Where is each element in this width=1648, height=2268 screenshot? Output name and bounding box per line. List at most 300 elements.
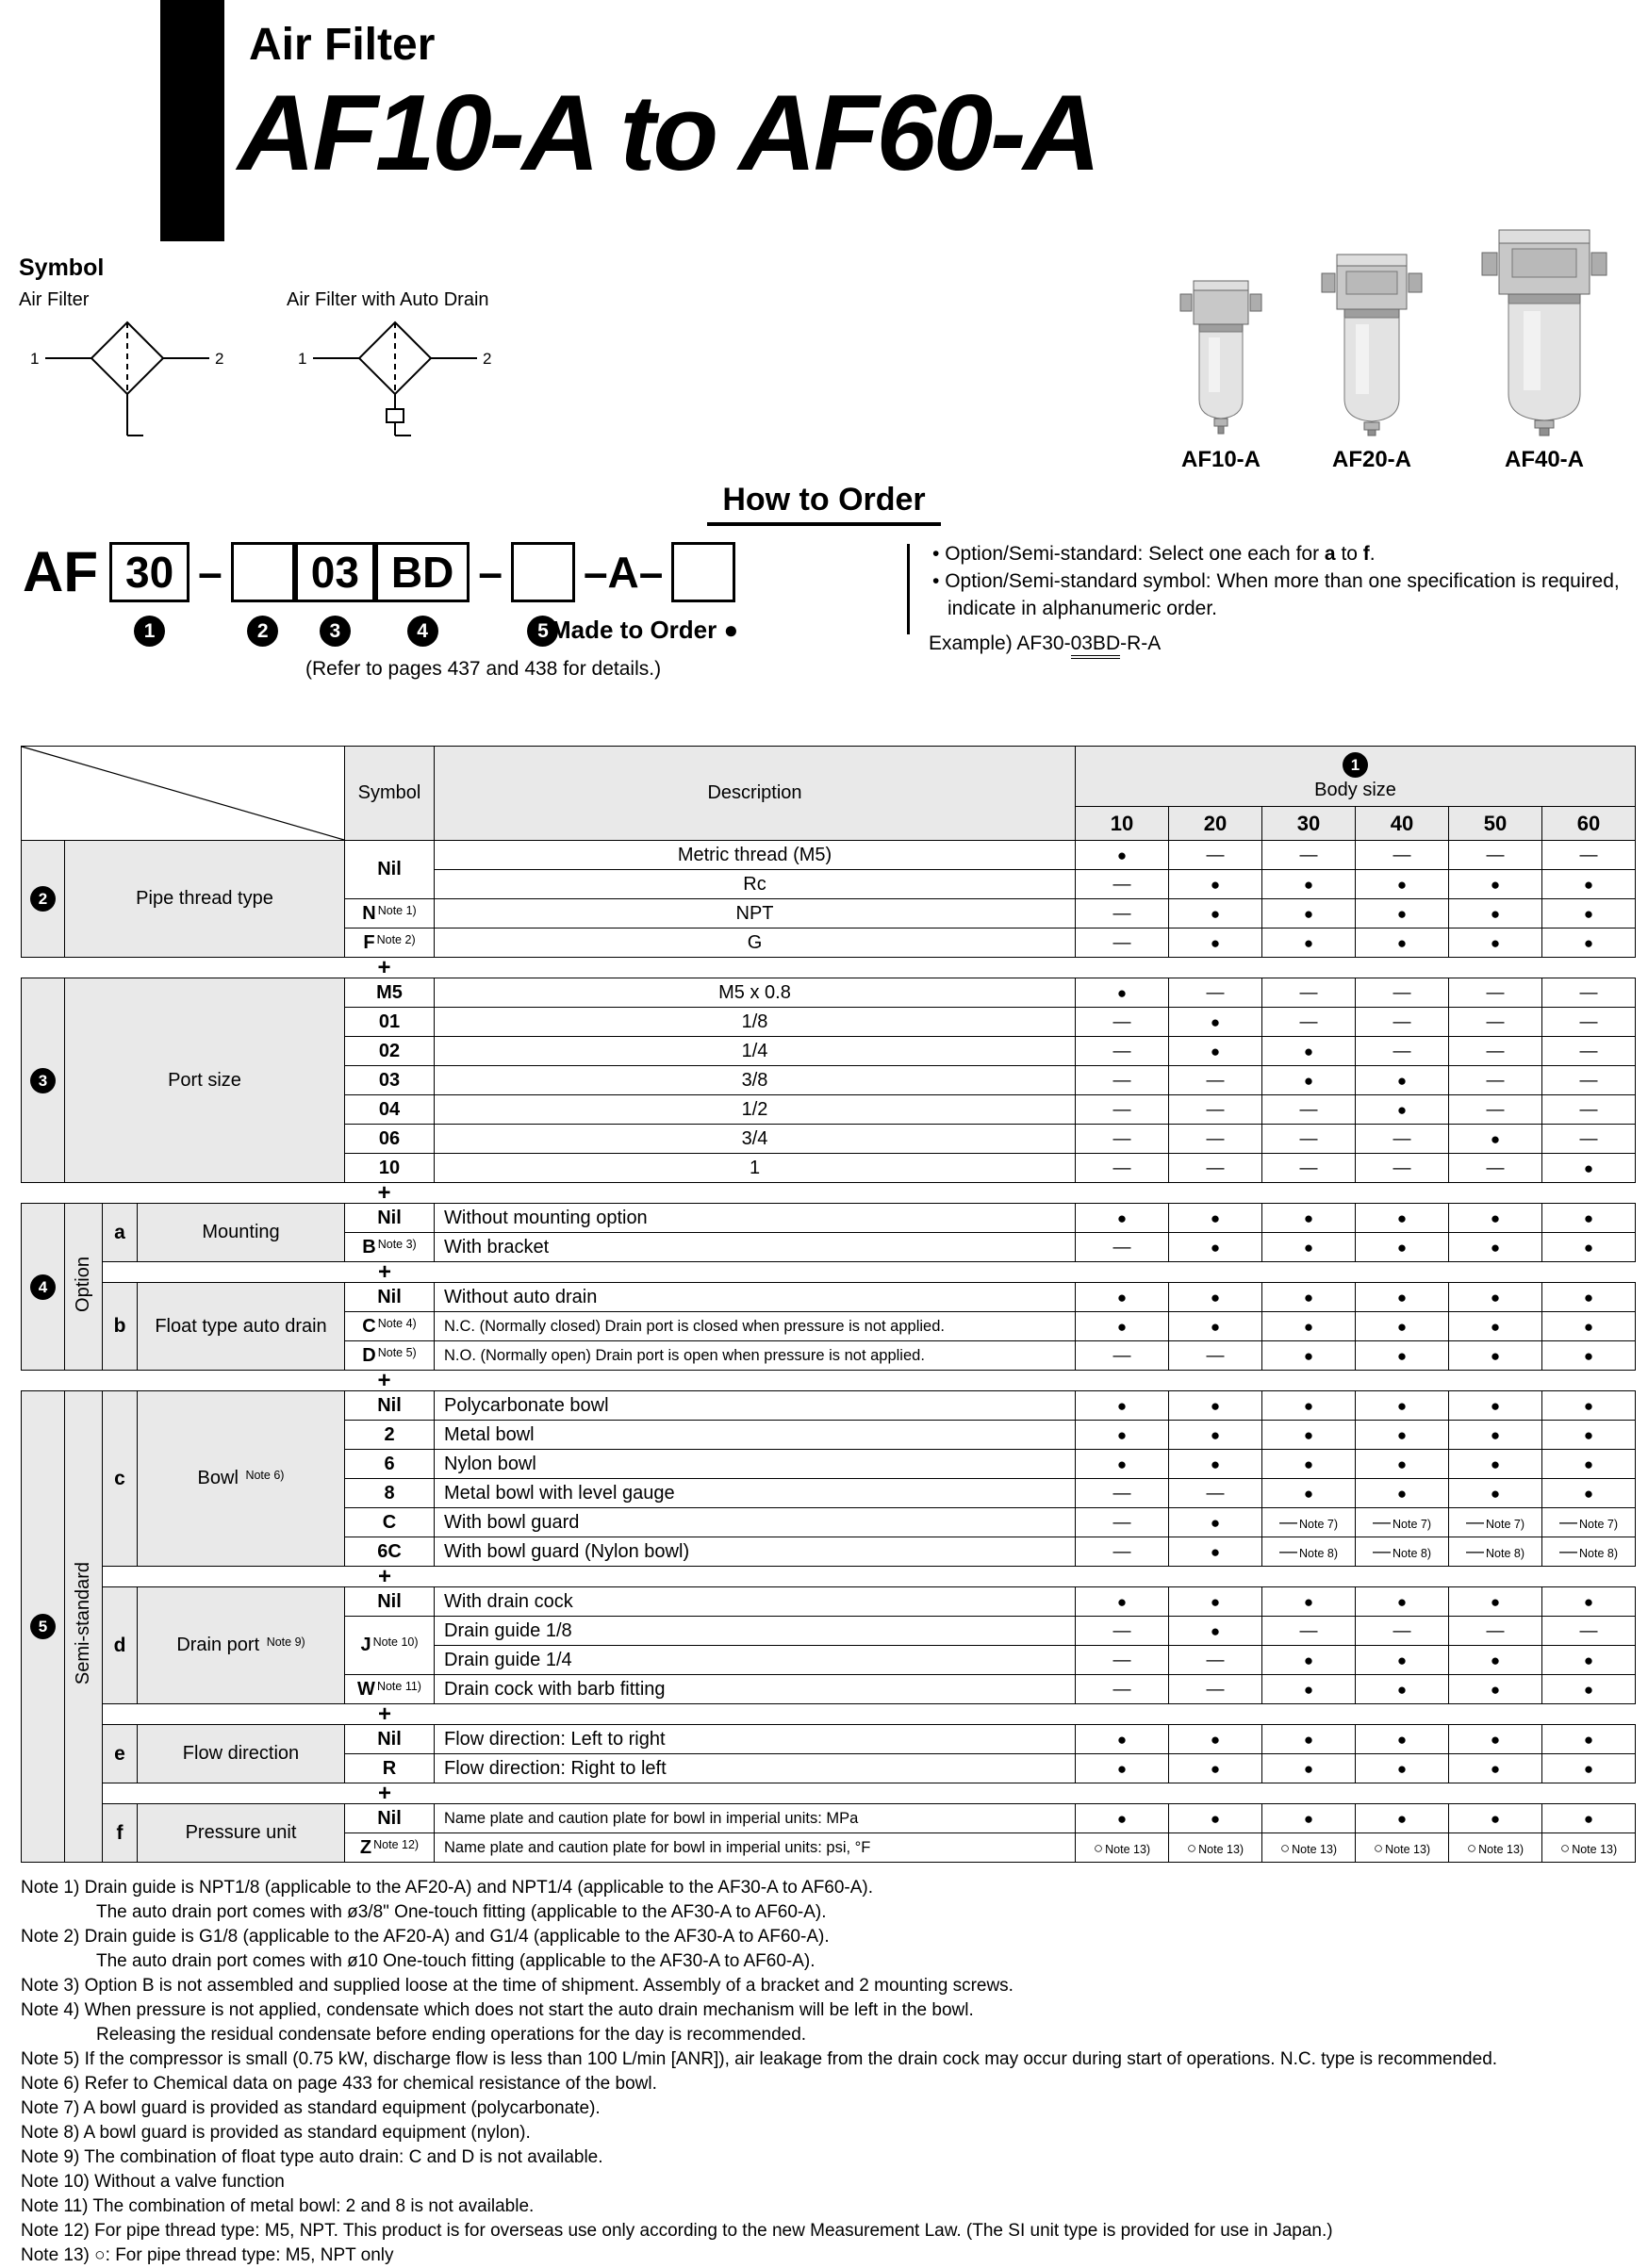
- af10-product-image: [1180, 275, 1261, 436]
- description-cell: 1: [435, 1154, 1076, 1183]
- availability-body-10: —: [1076, 899, 1169, 929]
- availability-body-30: ●: [1262, 1450, 1356, 1479]
- availability-body-50: ●: [1449, 1391, 1542, 1421]
- series-label: Air Filter: [249, 20, 436, 70]
- description-cell: Without mounting option: [435, 1204, 1076, 1233]
- symbol-cell: 10: [345, 1154, 435, 1183]
- subsection-label: Bowl $^{Note 6)}$: [138, 1391, 345, 1567]
- description-cell: Name plate and caution plate for bowl in imperial units: MPa: [435, 1804, 1076, 1833]
- availability-body-60: ●: [1542, 929, 1636, 958]
- symbol-cell: 2: [345, 1421, 435, 1450]
- order-table: [21, 746, 1636, 1863]
- availability-body-30: ●: [1262, 1675, 1356, 1704]
- subsection-label: Mounting: [138, 1204, 345, 1262]
- availability-body-50: ●: [1449, 1450, 1542, 1479]
- footnotes: [21, 1876, 1637, 2268]
- availability-body-50: ●: [1449, 1125, 1542, 1154]
- how-to-order-heading-row: [0, 476, 1648, 531]
- availability-body-30: ●: [1262, 899, 1356, 929]
- availability-body-30: ●: [1262, 1421, 1356, 1450]
- header-accent-bar: [160, 0, 224, 241]
- description-cell: N.O. (Normally open) Drain port is open when pressure is not applied.: [435, 1341, 1076, 1371]
- subsection-letter-d: d: [103, 1587, 138, 1704]
- availability-body-60: ●: [1542, 899, 1636, 929]
- availability-body-60: ●: [1542, 1233, 1636, 1262]
- description-cell: NPT: [435, 899, 1076, 929]
- symbol-cell: D $^{Note 5)}$: [345, 1341, 435, 1371]
- step-marker-1: 1: [134, 616, 165, 647]
- availability-body-40: ●: [1356, 1725, 1449, 1754]
- availability-body-20: ●: [1169, 1617, 1262, 1646]
- col-header-description: Description: [435, 747, 1076, 841]
- availability-body-60: ●: [1542, 1283, 1636, 1312]
- availability-body-40: ●: [1356, 1804, 1449, 1833]
- availability-body-60: ●: [1542, 1587, 1636, 1617]
- availability-body-30: ●: [1262, 1391, 1356, 1421]
- availability-body-40: ●: [1356, 1204, 1449, 1233]
- availability-body-20: ●: [1169, 1421, 1262, 1450]
- availability-body-30: ●: [1262, 1587, 1356, 1617]
- availability-body-30: — Note 7): [1262, 1508, 1356, 1537]
- availability-body-20: —: [1169, 1154, 1262, 1183]
- symbol-cell: Nil: [345, 1725, 435, 1754]
- availability-body-10: —: [1076, 1037, 1169, 1066]
- availability-body-30: ●: [1262, 1804, 1356, 1833]
- svg-text:2: 2: [483, 350, 492, 368]
- availability-body-60: — Note 8): [1542, 1537, 1636, 1567]
- availability-body-30: ●: [1262, 1204, 1356, 1233]
- availability-body-30: ●: [1262, 929, 1356, 958]
- availability-body-40: —: [1356, 841, 1449, 870]
- availability-body-20: ●: [1169, 929, 1262, 958]
- order-note-1: • Option/Semi-standard: Select one each for a to f.: [929, 540, 1636, 567]
- availability-body-20: —: [1169, 1675, 1262, 1704]
- symbol-cell: F $^{Note 2)}$: [345, 929, 435, 958]
- corner-cell: [22, 747, 345, 841]
- availability-body-60: ●: [1542, 1391, 1636, 1421]
- air-filter-auto-drain-symbol-label: Air Filter with Auto Drain: [287, 289, 489, 310]
- description-cell: 1/4: [435, 1037, 1076, 1066]
- subsection-letter-e: e: [103, 1725, 138, 1783]
- af40-product-image: [1482, 224, 1607, 436]
- availability-body-10: ●: [1076, 1450, 1169, 1479]
- symbol-cell: 03: [345, 1066, 435, 1095]
- subsection-label: Flow direction: [138, 1725, 345, 1783]
- product-name: AF10-A: [1180, 447, 1261, 472]
- availability-body-60: —: [1542, 1125, 1636, 1154]
- availability-body-50: —: [1449, 1617, 1542, 1646]
- plus-separator: +: [22, 1262, 1636, 1283]
- step-marker-5: 5: [527, 616, 558, 647]
- plus-separator: +: [22, 1567, 1636, 1587]
- availability-body-60: ●: [1542, 1312, 1636, 1341]
- availability-body-50: ●: [1449, 1804, 1542, 1833]
- plus-separator: +: [22, 1371, 1636, 1391]
- availability-body-10: ●: [1076, 841, 1169, 870]
- description-cell: Nylon bowl: [435, 1450, 1076, 1479]
- availability-body-60: —: [1542, 1095, 1636, 1125]
- availability-body-40: —: [1356, 1037, 1449, 1066]
- availability-body-10: —: [1076, 1675, 1169, 1704]
- subsection-letter-c: c: [103, 1391, 138, 1567]
- availability-body-50: ○ Note 13): [1449, 1833, 1542, 1863]
- availability-body-40: ●: [1356, 1095, 1449, 1125]
- description-cell: With bowl guard: [435, 1508, 1076, 1537]
- availability-body-50: — Note 8): [1449, 1537, 1542, 1567]
- availability-body-40: ○ Note 13): [1356, 1833, 1449, 1863]
- order-note-2: • Option/Semi-standard symbol: When more than one specification is required, indicate in alphanumeric order.: [929, 567, 1636, 622]
- air-filter-auto-drain-symbol: [287, 289, 503, 461]
- table-row: [22, 1283, 1636, 1312]
- availability-body-10: ●: [1076, 1754, 1169, 1783]
- air-filter-symbol-label: Air Filter: [19, 289, 90, 310]
- product-name: AF20-A: [1331, 447, 1411, 472]
- description-cell: 1/2: [435, 1095, 1076, 1125]
- availability-body-10: ●: [1076, 1312, 1169, 1341]
- step-marker-2: 2: [247, 616, 278, 647]
- availability-body-40: ●: [1356, 1391, 1449, 1421]
- availability-body-50: — Note 7): [1449, 1508, 1542, 1537]
- page-header: [0, 0, 1648, 476]
- availability-body-10: —: [1076, 1537, 1169, 1567]
- availability-body-50: —: [1449, 1066, 1542, 1095]
- svg-text:1: 1: [298, 350, 307, 368]
- footnote: Note 11) The combination of metal bowl: 2 and 8 is not available.: [21, 2196, 535, 2216]
- symbol-cell: 06: [345, 1125, 435, 1154]
- availability-body-40: —: [1356, 1125, 1449, 1154]
- availability-body-60: ●: [1542, 1450, 1636, 1479]
- availability-body-50: —: [1449, 1037, 1542, 1066]
- description-cell: Drain guide 1/4: [435, 1646, 1076, 1675]
- availability-body-50: ●: [1449, 1204, 1542, 1233]
- table-row: [22, 978, 1636, 1008]
- step-marker-3: 3: [320, 616, 351, 647]
- description-cell: Drain guide 1/8: [435, 1617, 1076, 1646]
- group-vertical-label: Option: [65, 1204, 103, 1371]
- availability-body-10: —: [1076, 1095, 1169, 1125]
- availability-body-60: ●: [1542, 1204, 1636, 1233]
- description-cell: Metal bowl with level gauge: [435, 1479, 1076, 1508]
- footnote: Note 1) Drain guide is NPT1/8 (applicable to the AF20-A) and NPT1/4 (applicable to the AF30-A to AF60-A). The auto drain port comes with ø3/8" One-touch fitting (applicable to the AF30-A to AF60-A).: [21, 1878, 874, 1922]
- availability-body-40: —: [1356, 978, 1449, 1008]
- availability-body-30: —: [1262, 1125, 1356, 1154]
- availability-body-60: ○ Note 13): [1542, 1833, 1636, 1863]
- availability-body-60: —: [1542, 978, 1636, 1008]
- order-example: Example) AF30-03BD-R-A: [929, 630, 1636, 657]
- col-header-body-size: 1 Body size: [1076, 747, 1636, 807]
- availability-body-10: ●: [1076, 1804, 1169, 1833]
- col-header-size-60: 60: [1542, 807, 1636, 841]
- description-cell: Without auto drain: [435, 1283, 1076, 1312]
- col-header-size-10: 10: [1076, 807, 1169, 841]
- symbol-cell: Nil: [345, 1587, 435, 1617]
- order-prefix: AF: [23, 540, 98, 603]
- description-cell: 3/4: [435, 1125, 1076, 1154]
- availability-body-60: —: [1542, 1008, 1636, 1037]
- availability-body-50: —: [1449, 1154, 1542, 1183]
- symbol-heading: Symbol: [19, 255, 105, 281]
- availability-body-40: ●: [1356, 1587, 1449, 1617]
- symbol-cell: M5: [345, 978, 435, 1008]
- footnote: Note 7) A bowl guard is provided as standard equipment (polycarbonate).: [21, 2098, 601, 2118]
- description-cell: N.C. (Normally closed) Drain port is closed when pressure is not applied.: [435, 1312, 1076, 1341]
- order-section: [0, 540, 1648, 740]
- availability-body-10: ●: [1076, 1725, 1169, 1754]
- product-name: AF40-A: [1504, 447, 1584, 472]
- availability-body-50: —: [1449, 841, 1542, 870]
- availability-body-50: ●: [1449, 899, 1542, 929]
- availability-body-50: ●: [1449, 1646, 1542, 1675]
- description-cell: Flow direction: Left to right: [435, 1725, 1076, 1754]
- availability-body-20: —: [1169, 1646, 1262, 1675]
- subsection-letter-f: f: [103, 1804, 138, 1863]
- step-marker-3: 3: [22, 978, 65, 1183]
- svg-text:2: 2: [215, 350, 224, 368]
- availability-body-40: ●: [1356, 1450, 1449, 1479]
- description-cell: Drain cock with barb fitting: [435, 1675, 1076, 1704]
- availability-body-30: ●: [1262, 870, 1356, 899]
- availability-body-20: ●: [1169, 1754, 1262, 1783]
- availability-body-10: —: [1076, 1341, 1169, 1371]
- availability-body-50: —: [1449, 978, 1542, 1008]
- group-vertical-label: Semi-standard: [65, 1391, 103, 1863]
- plus-separator: +: [22, 1783, 1636, 1804]
- availability-body-60: —: [1542, 1037, 1636, 1066]
- availability-body-30: ●: [1262, 1037, 1356, 1066]
- availability-body-30: —: [1262, 1095, 1356, 1125]
- availability-body-40: —: [1356, 1154, 1449, 1183]
- availability-body-10: —: [1076, 1479, 1169, 1508]
- order-code-box: [671, 542, 735, 602]
- availability-body-30: —: [1262, 1617, 1356, 1646]
- availability-body-20: ●: [1169, 1450, 1262, 1479]
- col-header-symbol: Symbol: [345, 747, 435, 841]
- plus-separator: +: [22, 1704, 1636, 1725]
- availability-body-20: ●: [1169, 1804, 1262, 1833]
- description-cell: 1/8: [435, 1008, 1076, 1037]
- availability-body-30: ●: [1262, 1341, 1356, 1371]
- order-box: [231, 540, 295, 651]
- order-notes-panel: [929, 540, 1636, 657]
- symbol-cell: Nil: [345, 1204, 435, 1233]
- order-box-BD: [375, 540, 470, 651]
- footnote: Note 5) If the compressor is small (0.75 kW, discharge flow is less than 100 L/min [ANR]), air leakage from the drain cock may occur during start of operations. N.C. type is recommended.: [21, 2049, 1498, 2069]
- availability-body-50: —: [1449, 1008, 1542, 1037]
- symbol-cell: 01: [345, 1008, 435, 1037]
- description-cell: Name plate and caution plate for bowl in imperial units: psi, °F: [435, 1833, 1076, 1863]
- availability-body-10: ●: [1076, 1587, 1169, 1617]
- availability-body-40: ●: [1356, 1421, 1449, 1450]
- product-photo-af20: [1322, 249, 1422, 473]
- symbol-cell: R: [345, 1754, 435, 1783]
- availability-body-50: ●: [1449, 1675, 1542, 1704]
- availability-body-50: ●: [1449, 1312, 1542, 1341]
- availability-body-50: ●: [1449, 1283, 1542, 1312]
- availability-body-20: ●: [1169, 870, 1262, 899]
- availability-body-30: —: [1262, 841, 1356, 870]
- order-separator: –A–: [583, 548, 664, 597]
- subsection-label: Pressure unit: [138, 1804, 345, 1863]
- subsection-label: Drain port $^{Note 9)}$: [138, 1587, 345, 1704]
- col-header-size-50: 50: [1449, 807, 1542, 841]
- availability-body-10: ●: [1076, 1391, 1169, 1421]
- svg-text:1: 1: [30, 350, 40, 368]
- availability-body-10: —: [1076, 1233, 1169, 1262]
- subsection-letter-b: b: [103, 1283, 138, 1371]
- availability-body-20: —: [1169, 1095, 1262, 1125]
- availability-body-30: ●: [1262, 1233, 1356, 1262]
- symbol-cell: 6: [345, 1450, 435, 1479]
- availability-body-30: ●: [1262, 1725, 1356, 1754]
- availability-body-60: ●: [1542, 870, 1636, 899]
- availability-body-10: —: [1076, 870, 1169, 899]
- availability-body-10: ●: [1076, 1283, 1169, 1312]
- footnote: Note 2) Drain guide is G1/8 (applicable to the AF20-A) and G1/4 (applicable to the AF30-A to AF60-A). The auto drain port comes with ø10 One-touch fitting (applicable to the AF30-A to AF60-A).: [21, 1927, 830, 1971]
- availability-body-20: ●: [1169, 1537, 1262, 1567]
- availability-body-20: ●: [1169, 1233, 1262, 1262]
- availability-body-10: —: [1076, 1066, 1169, 1095]
- availability-body-30: —: [1262, 1008, 1356, 1037]
- table-row: [22, 841, 1636, 870]
- availability-body-40: ●: [1356, 929, 1449, 958]
- availability-body-60: ●: [1542, 1479, 1636, 1508]
- symbol-cell: 8: [345, 1479, 435, 1508]
- availability-body-60: ●: [1542, 1341, 1636, 1371]
- availability-body-60: ●: [1542, 1154, 1636, 1183]
- availability-body-30: — Note 8): [1262, 1537, 1356, 1567]
- footnote: Note 10) Without a valve function: [21, 2172, 285, 2192]
- availability-body-20: ●: [1169, 1508, 1262, 1537]
- col-header-size-40: 40: [1356, 807, 1449, 841]
- availability-body-60: — Note 7): [1542, 1508, 1636, 1537]
- symbol-cell: 04: [345, 1095, 435, 1125]
- description-cell: G: [435, 929, 1076, 958]
- symbol-cell: Nil: [345, 1804, 435, 1833]
- availability-body-10: ●: [1076, 1204, 1169, 1233]
- symbol-cell: Nil: [345, 1283, 435, 1312]
- order-table-body: [22, 747, 1636, 1863]
- step-marker-4: 4: [407, 616, 438, 647]
- table-row: [22, 1804, 1636, 1833]
- air-filter-schematic-icon: [19, 315, 236, 456]
- availability-body-50: ●: [1449, 1725, 1542, 1754]
- availability-body-50: —: [1449, 1095, 1542, 1125]
- symbol-cell: C $^{Note 4)}$: [345, 1312, 435, 1341]
- divider-line: [907, 544, 910, 634]
- description-cell: Metric thread (M5): [435, 841, 1076, 870]
- availability-body-20: ●: [1169, 1725, 1262, 1754]
- availability-body-30: —: [1262, 978, 1356, 1008]
- description-cell: Metal bowl: [435, 1421, 1076, 1450]
- table-row: [22, 1587, 1636, 1617]
- order-code-box: 30: [109, 542, 190, 602]
- availability-body-50: ●: [1449, 1479, 1542, 1508]
- footnote: Note 12) For pipe thread type: M5, NPT. This product is for overseas use only according to the new Measurement Law. (The SI unit type is provided for use in Japan.): [21, 2221, 1333, 2241]
- table-row: [22, 1391, 1636, 1421]
- availability-body-30: ●: [1262, 1646, 1356, 1675]
- footnote: Note 8) A bowl guard is provided as standard equipment (nylon).: [21, 2123, 531, 2143]
- air-filter-auto-drain-schematic-icon: [287, 315, 503, 456]
- product-photo-af10: [1180, 275, 1261, 473]
- order-code-box: 03: [295, 542, 375, 602]
- availability-body-40: ●: [1356, 1233, 1449, 1262]
- availability-body-20: ●: [1169, 1008, 1262, 1037]
- availability-body-20: ●: [1169, 1283, 1262, 1312]
- table-row: [22, 1725, 1636, 1754]
- product-photo-af40: [1482, 224, 1607, 473]
- availability-body-50: ●: [1449, 1587, 1542, 1617]
- step-marker-5: 5: [22, 1391, 65, 1863]
- availability-body-60: ●: [1542, 1725, 1636, 1754]
- availability-body-50: ●: [1449, 870, 1542, 899]
- plus-separator: +: [22, 1183, 1636, 1204]
- availability-body-20: —: [1169, 1341, 1262, 1371]
- availability-body-50: ●: [1449, 1421, 1542, 1450]
- availability-body-60: ●: [1542, 1754, 1636, 1783]
- order-separator: –: [198, 548, 222, 597]
- symbol-cell: N $^{Note 1)}$: [345, 899, 435, 929]
- availability-body-40: —: [1356, 1008, 1449, 1037]
- availability-body-20: —: [1169, 1479, 1262, 1508]
- availability-body-50: ●: [1449, 1233, 1542, 1262]
- availability-body-40: ●: [1356, 1066, 1449, 1095]
- made-to-order-line: Made to Order ●: [551, 616, 739, 644]
- availability-body-60: —: [1542, 841, 1636, 870]
- made-to-order-bullet-icon: ●: [723, 616, 739, 644]
- availability-body-40: ●: [1356, 1646, 1449, 1675]
- availability-body-20: —: [1169, 841, 1262, 870]
- availability-body-60: ●: [1542, 1804, 1636, 1833]
- availability-body-40: ●: [1356, 1283, 1449, 1312]
- availability-body-30: ●: [1262, 1312, 1356, 1341]
- description-cell: Flow direction: Right to left: [435, 1754, 1076, 1783]
- availability-body-20: —: [1169, 1125, 1262, 1154]
- availability-body-60: —: [1542, 1617, 1636, 1646]
- availability-body-50: ●: [1449, 1754, 1542, 1783]
- availability-body-50: ●: [1449, 929, 1542, 958]
- how-to-order-heading: How to Order: [707, 482, 940, 526]
- availability-body-10: ○ Note 13): [1076, 1833, 1169, 1863]
- availability-body-20: ●: [1169, 1587, 1262, 1617]
- description-cell: Rc: [435, 870, 1076, 899]
- plus-separator: +: [22, 958, 1636, 978]
- order-box-30: [109, 540, 190, 651]
- symbol-cell: Z $^{Note 12)}$: [345, 1833, 435, 1863]
- availability-body-20: ●: [1169, 899, 1262, 929]
- availability-body-20: —: [1169, 1066, 1262, 1095]
- description-cell: With drain cock: [435, 1587, 1076, 1617]
- symbol-cell: Nil: [345, 841, 435, 899]
- step-marker-4: 4: [22, 1204, 65, 1371]
- footnote: Note 4) When pressure is not applied, condensate which does not start the auto drain mechanism will be left in the bowl. Releasing the residual condensate before ending operations for the day is recommended.: [21, 2000, 974, 2045]
- availability-body-20: ●: [1169, 1391, 1262, 1421]
- availability-body-40: ●: [1356, 1479, 1449, 1508]
- step-marker-1: 1: [1343, 752, 1368, 778]
- availability-body-50: ●: [1449, 1341, 1542, 1371]
- symbol-section: [19, 255, 503, 461]
- symbol-cell: W $^{Note 11)}$: [345, 1675, 435, 1704]
- availability-body-40: — Note 8): [1356, 1537, 1449, 1567]
- availability-body-10: —: [1076, 1617, 1169, 1646]
- availability-body-30: ○ Note 13): [1262, 1833, 1356, 1863]
- availability-body-30: ●: [1262, 1754, 1356, 1783]
- subsection-label: Float type auto drain: [138, 1283, 345, 1371]
- subsection-letter-a: a: [103, 1204, 138, 1262]
- availability-body-10: —: [1076, 1508, 1169, 1537]
- description-cell: With bracket: [435, 1233, 1076, 1262]
- symbol-cell: C: [345, 1508, 435, 1537]
- order-code-box: [511, 542, 575, 602]
